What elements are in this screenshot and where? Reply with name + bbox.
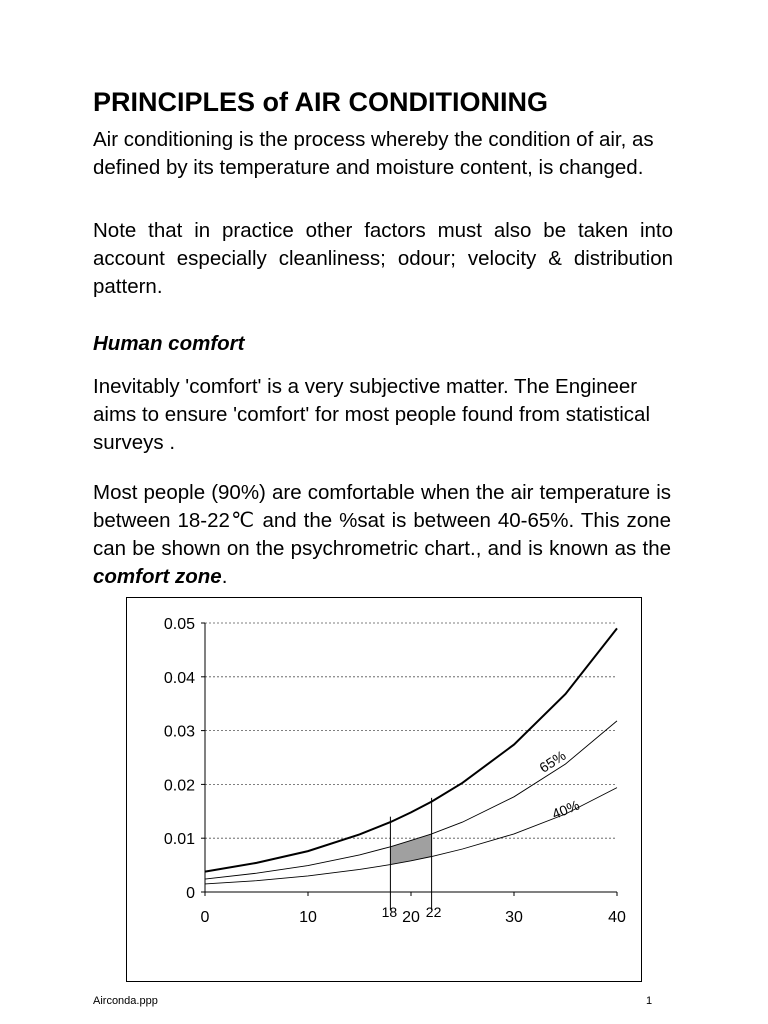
temperature-marker-label: 22 [425,904,442,920]
comfort-zone-text: Most people (90%) are comfortable when the air temperature is between 18-22℃ and the %sat is between 40-65%. This zone can be shown on the psychrometric chart., and is known as the [93,481,671,560]
y-tick-label: 0.05 [163,616,195,633]
x-tick-label: 20 [402,909,420,926]
x-tick-label: 0 [200,909,210,926]
psychrometric-chart [126,597,642,982]
page-title: PRINCIPLES of AIR CONDITIONING [93,87,549,117]
curve-label: 65% [536,747,569,776]
y-tick-label: 0.04 [163,669,195,687]
comfort-zone-period: . [221,565,228,588]
x-tick-label: 30 [505,909,523,926]
chart-svg [127,598,641,981]
x-tick-label: 40 [608,909,626,926]
curve-label: 40% [549,796,582,823]
footer-filename: Airconda.ppp [93,995,158,1007]
section-heading: Human comfort [93,332,245,355]
temperature-marker-label: 18 [381,904,398,920]
y-tick-label: 0.02 [163,777,195,795]
comfort-paragraph: Inevitably 'comfort' is a very subjective matter. The Engineer aims to ensure 'comfort' for most people found from statistical surveys . [93,375,651,454]
y-tick-label: 0 [186,885,195,902]
page-number: 1 [646,995,653,1007]
y-tick-label: 0.01 [163,831,195,849]
note-paragraph: Note that in practice other factors must also be taken into account especially cleanliness; odour; velocity & distribution pattern. [93,219,673,298]
x-tick-label: 10 [299,909,317,926]
intro-paragraph: Air conditioning is the process whereby the condition of air, as defined by its temperature and moisture content, is changed. [93,128,654,179]
comfort-zone-emphasis: comfort zone [93,565,222,588]
y-tick-label: 0.03 [163,723,195,741]
curve-40% [205,788,617,884]
comfort-zone-paragraph [93,479,671,591]
